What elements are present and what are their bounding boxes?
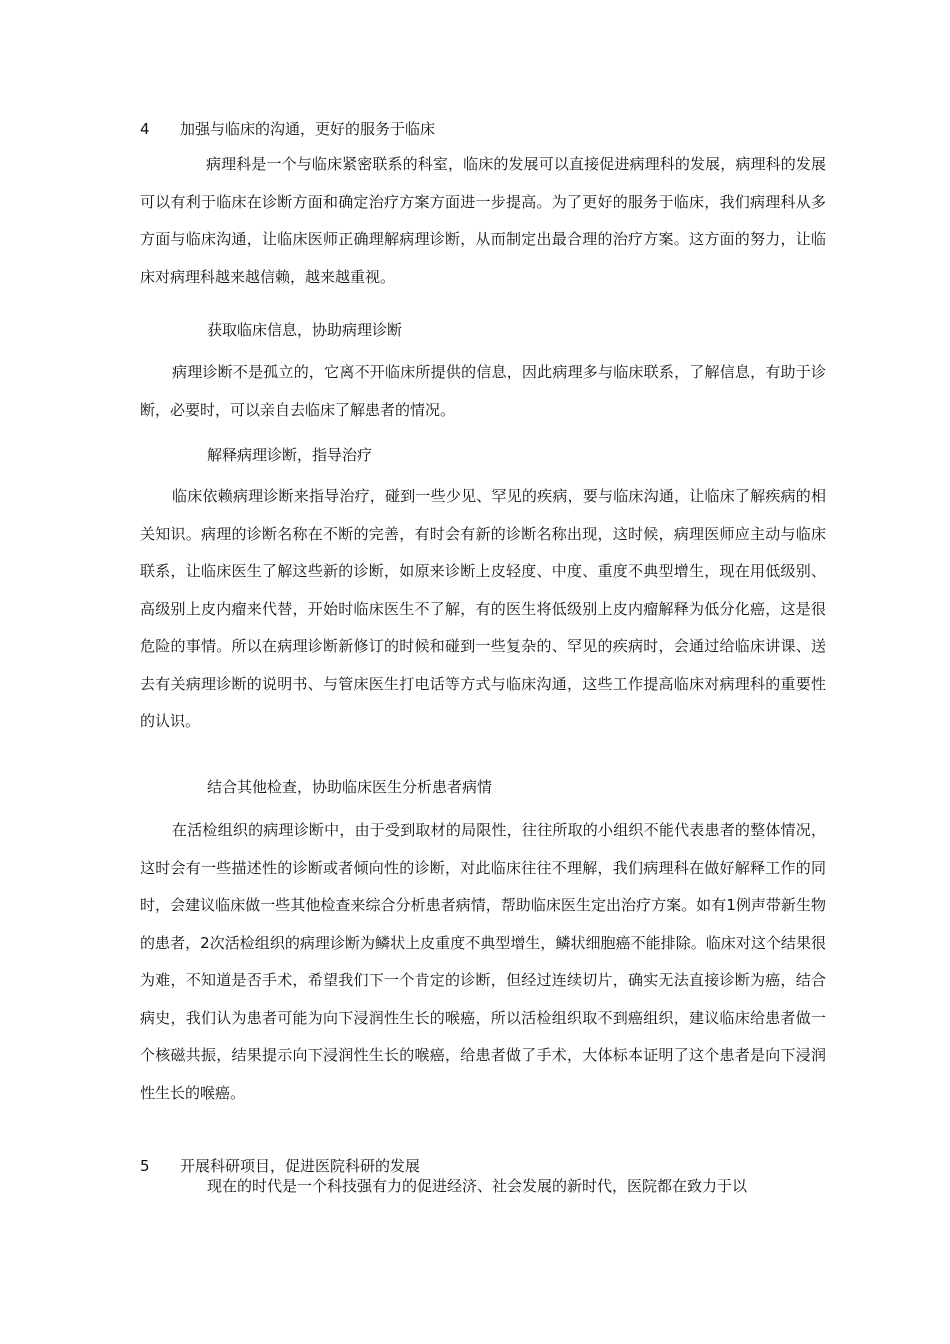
section-4-title: 加强与临床的沟通，更好的服务于临床	[180, 120, 436, 138]
section-5-heading	[140, 1156, 420, 1176]
section-4-number: 4	[140, 120, 150, 138]
section-4-intro: 病理科是一个与临床紧密联系的科室，临床的发展可以直接促进病理科的发展，病理科的发展可以有利于临床在诊断方面和确定治疗方案方面进一步提高。为了更好的服务于临床，我们病理科从多方面与临床沟通，让临床医师正确理解病理诊断，从而制定出最合理的治疗方案。这方面的努力，让临床对病理科越来越信赖，越来越重视。	[140, 155, 826, 286]
subsection-3-title: 结合其他检查，协助临床医生分析患者病情	[207, 778, 493, 796]
section-4-heading	[140, 119, 435, 139]
subsection-2-text: 临床依赖病理诊断来指导治疗，碰到一些少见、罕见的疾病，要与临床沟通，让临床了解疾病的相关知识。病理的诊断名称在不断的完善，有时会有新的诊断名称出现，这时候，病理医师应主动与临床联系，让临床医生了解这些新的诊断，如原来诊断上皮轻度、中度、重度不典型增生，现在用低级别、高级别上皮内瘤来代替，开始时临床医生不了解，有的医生将低级别上皮内瘤解释为低分化癌，这是很危险的事情。所以在病理诊断新修订的时候和碰到一些复杂的、罕见的疾病时，会通过给临床讲课、送去有关病理诊断的说明书、与管床医生打电话等方式与临床沟通，这些工作提高临床对病理科的重要性的认识。	[140, 487, 826, 730]
subsection-2-title: 解释病理诊断，指导治疗	[207, 446, 373, 464]
section-5-number: 5	[140, 1157, 150, 1175]
subsection-1-title: 获取临床信息，协助病理诊断	[207, 321, 403, 339]
section-5-title: 开展科研项目，促进医院科研的发展	[180, 1157, 421, 1175]
section-5-text: 现在的时代是一个科技强有力的促进经济、社会发展的新时代，医院都在致力于以	[207, 1177, 748, 1195]
subsection-1-text: 病理诊断不是孤立的，它离不开临床所提供的信息，因此病理多与临床联系，了解信息，有助于诊断，必要时，可以亲自去临床了解患者的情况。	[140, 363, 826, 419]
subsection-3-text: 在活检组织的病理诊断中，由于受到取材的局限性，往往所取的小组织不能代表患者的整体情况，这时会有一些描述性的诊断或者倾向性的诊断，对此临床往往不理解，我们病理科在做好解释工作的同时，会建议临床做一些其他检查来综合分析患者病情，帮助临床医生定出治疗方案。如有1例声带新生物的患者，2次活检组织的病理诊断为鳞状上皮重度不典型增生，鳞状细胞癌不能排除。临床对这个结果很为难，不知道是否手术，希望我们下一个肯定的诊断，但经过连续切片，确实无法直接诊断为癌，结合病史，我们认为患者可能为向下浸润性生长的喉癌，所以活检组织取不到癌组织，建议临床给患者做一个核磁共振，结果提示向下浸润性生长的喉癌，给患者做了手术，大体标本证明了这个患者是向下浸润性生长的喉癌。	[140, 821, 826, 1102]
